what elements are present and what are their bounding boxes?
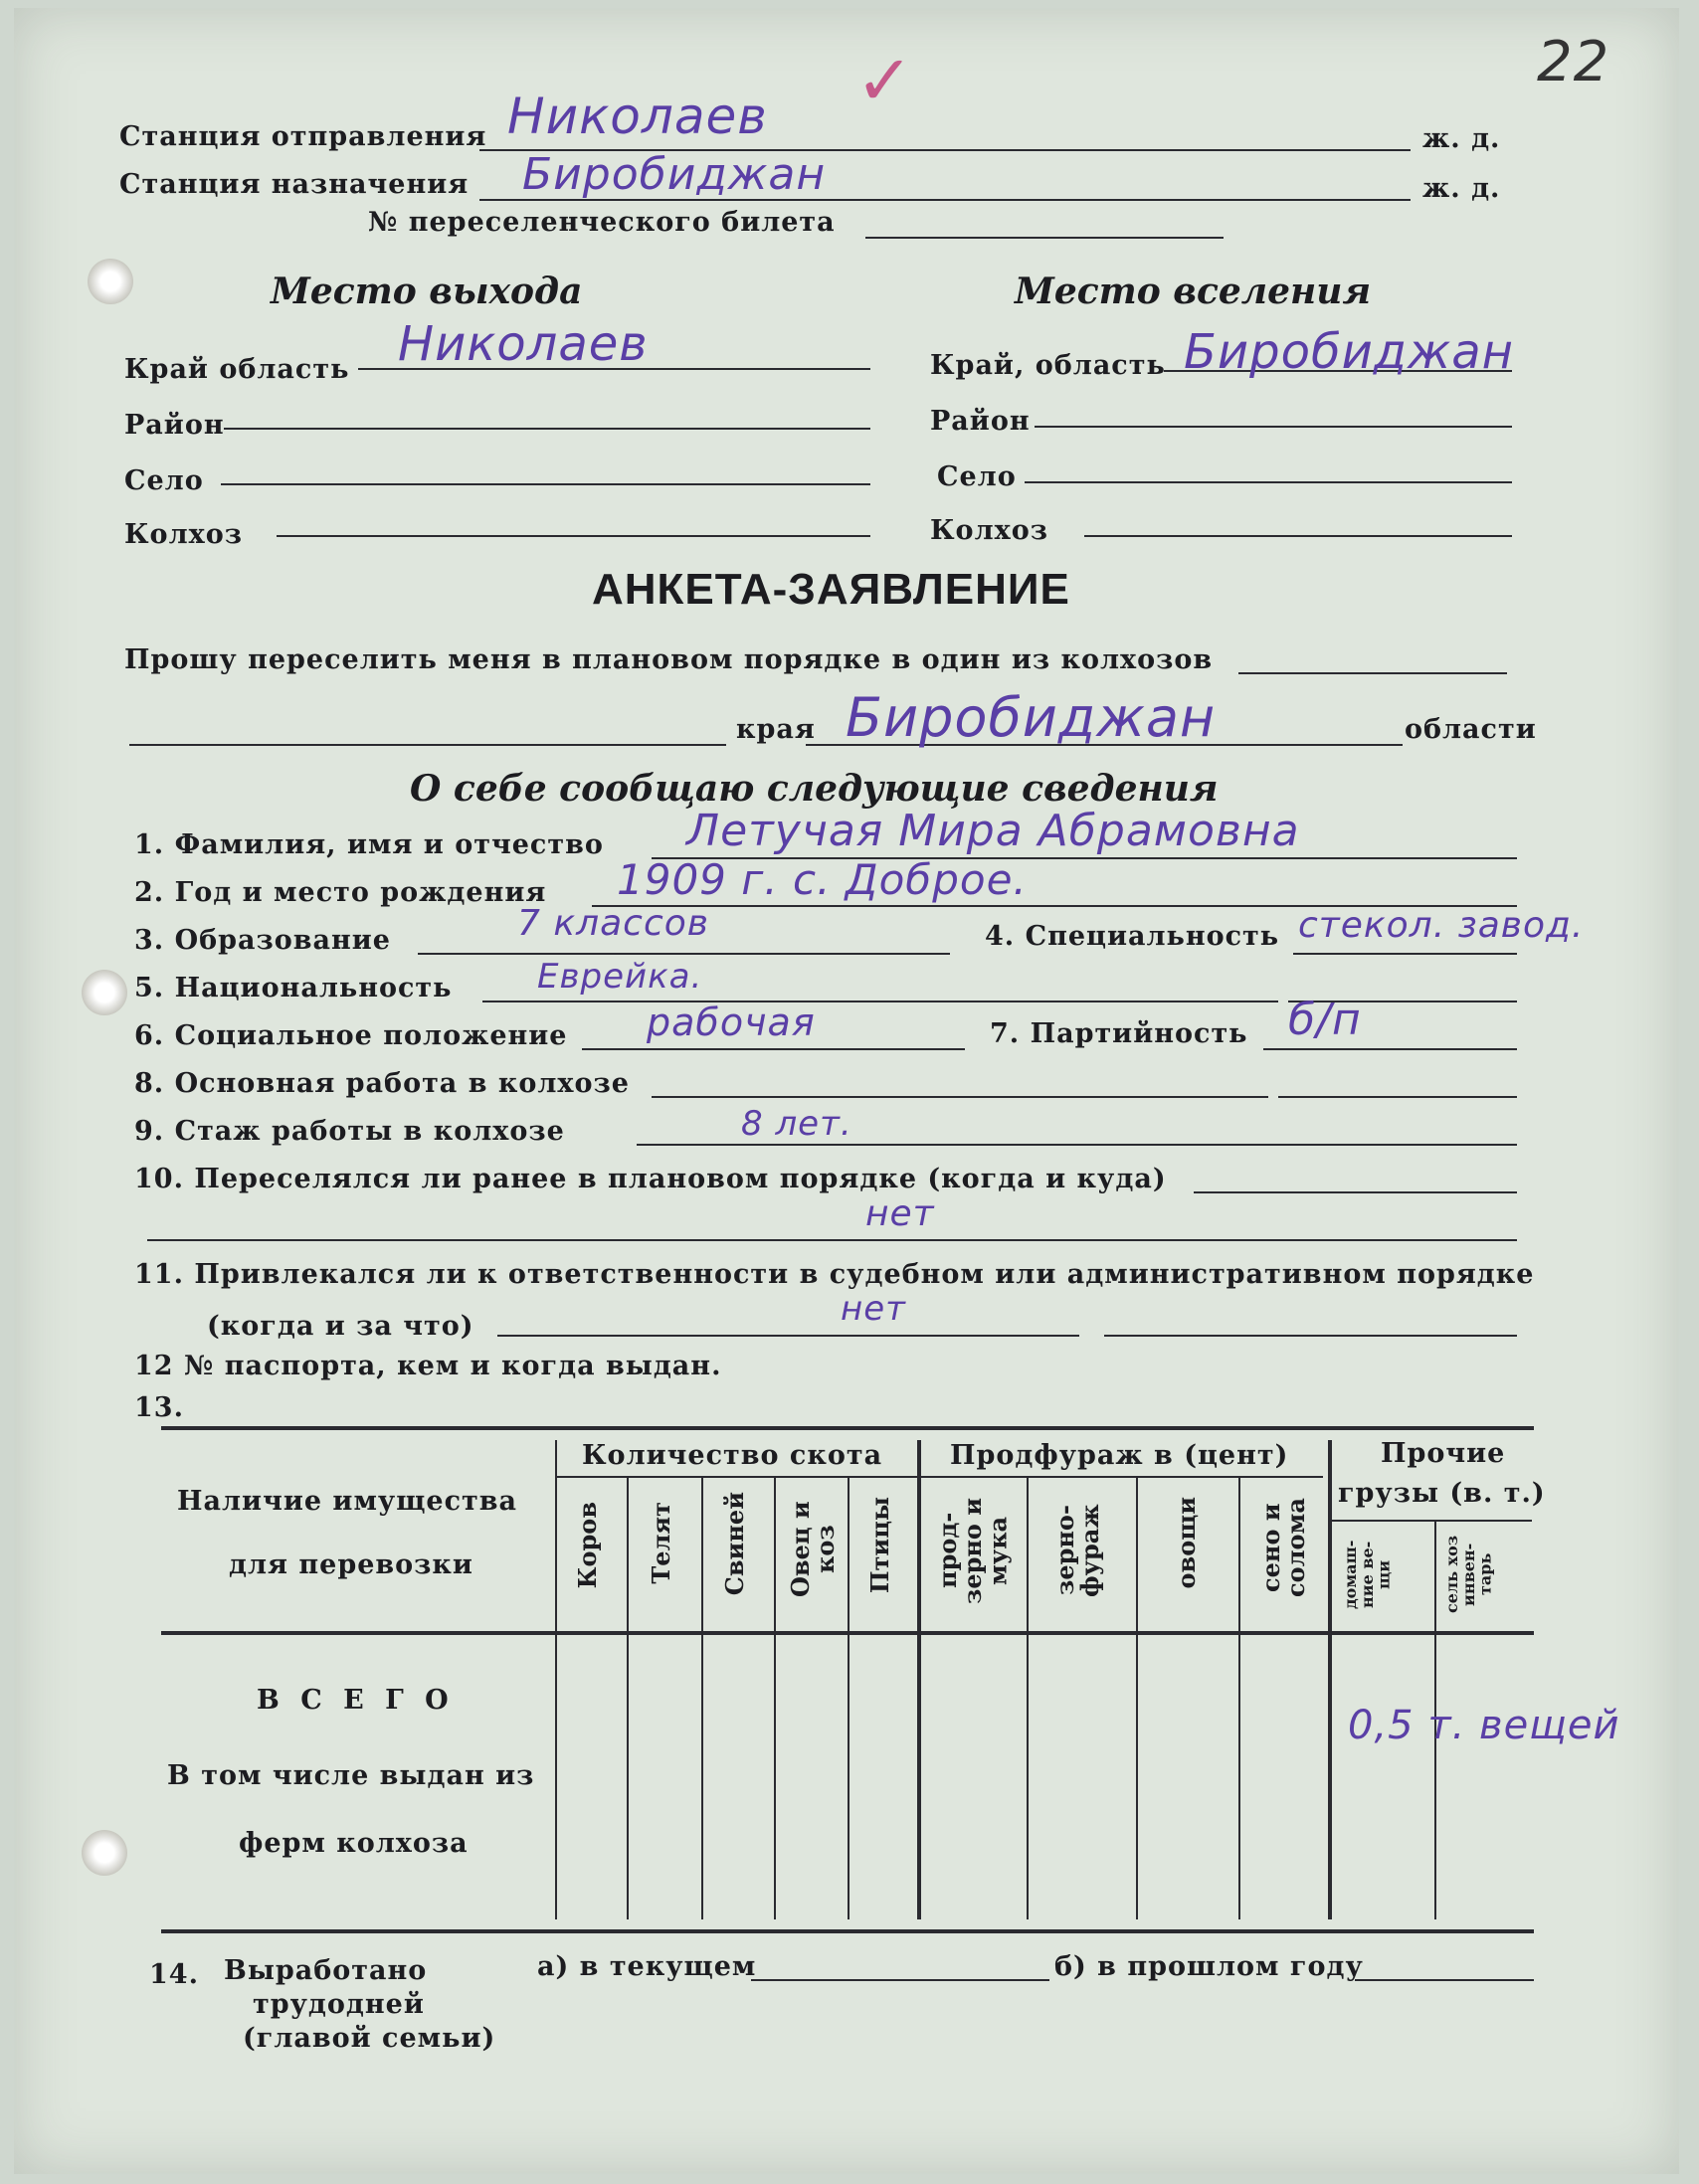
punch-hole (82, 1830, 127, 1876)
table-col-divider (848, 1476, 850, 1919)
household-total-value: 0,5 т. вещей (1348, 1703, 1620, 1748)
item-9-value: 8 лет. (741, 1104, 852, 1144)
item-11-label-2: (когда и за что) (207, 1311, 474, 1342)
livestock-group-header: Количество скота (582, 1440, 883, 1471)
item-14-label-1: Выработано (224, 1955, 428, 1986)
item-4-value: стекол. завод. (1298, 905, 1585, 946)
table-header-rule (161, 1631, 1534, 1635)
item-5-value: Еврейка. (537, 957, 703, 997)
item-2-label: 2. Год и место рождения (134, 877, 547, 908)
item-11-line (497, 1335, 1079, 1337)
kray-value: Биробиджан (846, 686, 1217, 749)
table-col-divider (774, 1476, 776, 1919)
included-label-2: ферм колхоза (239, 1828, 469, 1859)
col-vegetables: овощи (1172, 1497, 1201, 1589)
other-group-header-1: Прочие (1381, 1438, 1506, 1469)
current-year-label: а) в текущем (537, 1951, 757, 1982)
ticket-number-line (865, 237, 1224, 239)
destination-district-label: Район (930, 406, 1031, 437)
table-col-divider (627, 1476, 629, 1919)
destination-station-value: Биробиджан (522, 149, 827, 200)
included-label-1: В том числе выдан из (167, 1760, 535, 1791)
form-title: АНКЕТА-ЗАЯВЛЕНИЕ (592, 565, 1070, 614)
origin-district-label: Район (124, 410, 225, 441)
punch-hole (82, 970, 127, 1015)
col-cows: Коров (573, 1502, 602, 1589)
destination-heading: Место вселения (1015, 271, 1372, 312)
destination-region-label: Край, область (930, 350, 1166, 381)
destination-kolkhoz-line (1084, 535, 1512, 537)
item-6-value: рабочая (647, 1001, 816, 1044)
departure-station-label: Станция отправления (119, 121, 487, 152)
origin-kolkhoz-line (277, 535, 870, 537)
request-text: Прошу переселить меня в плановом порядке в один из колхозов (124, 644, 1214, 675)
origin-heading: Место выхода (271, 271, 583, 312)
other-group-header-2: грузы (в. т.) (1338, 1478, 1546, 1509)
table-col-divider (701, 1476, 703, 1919)
current-year-line (751, 1979, 1049, 1981)
col-household: домаш-ние ве-щи (1341, 1540, 1394, 1609)
page-number: 22 (1537, 30, 1610, 94)
origin-region-label: Край область (124, 354, 350, 385)
col-grain: прод-зерно и мука (933, 1497, 1013, 1604)
request-line-left (129, 744, 726, 746)
item-14-label-2: трудодней (253, 1989, 425, 2020)
col-birds: Птицы (865, 1497, 894, 1594)
destination-village-label: Село (937, 461, 1017, 492)
past-year-line (1355, 1979, 1534, 1981)
table-col-divider (1238, 1476, 1240, 1919)
ticket-number-label: № переселенческого билета (368, 207, 836, 238)
table-bottom-rule (161, 1929, 1534, 1933)
table-col-divider (917, 1440, 921, 1919)
departure-station-value: Николаев (507, 88, 768, 145)
item-11-label: 11. Привлекался ли к ответственности в судебном или административном порядке (134, 1259, 1535, 1290)
col-pigs: Свиней (720, 1492, 749, 1596)
item-3-value: 7 классов (517, 903, 709, 944)
total-label: В С Е Г О (257, 1685, 455, 1716)
check-mark: ✓ (855, 40, 914, 121)
item-8-line-2 (1278, 1096, 1517, 1098)
request-kolkhoz-line (1238, 672, 1507, 674)
item-14-number: 14. (149, 1959, 199, 1990)
destination-kolkhoz-label: Колхоз (930, 515, 1048, 546)
origin-district-line (224, 428, 870, 430)
item-13-label: 13. (134, 1392, 184, 1423)
col-hay: сено и солома (1256, 1498, 1311, 1598)
item-7-value: б/п (1288, 995, 1362, 1045)
item-1-value: Летучая Мира Абрамовна (686, 806, 1300, 856)
origin-village-line (221, 483, 870, 485)
kray-label: края (736, 714, 816, 745)
railway-suffix: ж. д. (1422, 123, 1501, 154)
fodder-group-rule (920, 1476, 1323, 1478)
item-3-label: 3. Образование (134, 925, 391, 956)
item-11-value: нет (841, 1289, 906, 1329)
col-calves: Телят (647, 1502, 675, 1584)
item-7-label: 7. Партийность (990, 1018, 1248, 1049)
item-11-line-2 (1104, 1335, 1517, 1337)
item-9-label: 9. Стаж работы в колхозе (134, 1116, 565, 1147)
table-col-divider (1027, 1476, 1029, 1919)
railway-suffix: ж. д. (1422, 173, 1501, 204)
item-4-label: 4. Специальность (985, 921, 1280, 952)
item-10-label: 10. Переселялся ли ранее в плановом порядке (когда и куда) (134, 1164, 1167, 1194)
origin-region-value: Николаев (398, 316, 649, 372)
destination-district-line (1035, 426, 1512, 428)
destination-region-value: Биробиджан (1184, 324, 1514, 380)
destination-station-label: Станция назначения (119, 169, 470, 200)
item-2-value: 1909 г. с. Доброе. (617, 855, 1028, 904)
col-sheep: Овец и коз (786, 1501, 841, 1597)
punch-hole (88, 259, 133, 304)
item-10-line-2 (147, 1239, 1517, 1241)
item-6-line (582, 1048, 965, 1050)
table-col-divider (555, 1440, 557, 1919)
section-heading: О себе сообщаю следующие сведения (410, 768, 1219, 810)
item-1-label: 1. Фамилия, имя и отчество (134, 829, 604, 860)
col-farm-tools: сель хоз инвен-тарь (1442, 1535, 1495, 1614)
item-4-line (1293, 953, 1517, 955)
destination-village-line (1025, 481, 1512, 483)
item-14-label-3: (главой семьи) (243, 2023, 496, 2054)
other-group-rule (1328, 1520, 1532, 1522)
origin-kolkhoz-label: Колхоз (124, 519, 243, 550)
item-8-label: 8. Основная работа в колхозе (134, 1068, 630, 1099)
table-row-header-1: Наличие имущества (177, 1486, 518, 1517)
item-5-line (482, 1001, 1278, 1002)
col-grainfodder: зерно-фураж (1050, 1504, 1105, 1597)
item-3-line (418, 953, 950, 955)
item-5-label: 5. Национальность (134, 973, 453, 1003)
item-10-line (1194, 1191, 1517, 1193)
past-year-label: б) в прошлом году (1054, 1951, 1364, 1982)
table-top-rule (161, 1426, 1534, 1430)
item-8-line (652, 1096, 1268, 1098)
table-col-divider (1328, 1440, 1332, 1919)
item-9-line (637, 1144, 1517, 1146)
item-10-value: нет (865, 1193, 935, 1234)
livestock-group-rule (557, 1476, 917, 1478)
table-col-divider (1136, 1476, 1138, 1919)
origin-village-label: Село (124, 465, 204, 496)
item-12-label: 12 № паспорта, кем и когда выдан. (134, 1351, 722, 1381)
item-7-line (1263, 1048, 1517, 1050)
item-6-label: 6. Социальное положение (134, 1020, 568, 1051)
fodder-group-header: Продфураж в (цент) (950, 1440, 1289, 1471)
oblast-label: области (1405, 714, 1537, 745)
table-row-header-2: для перевозки (229, 1549, 473, 1580)
